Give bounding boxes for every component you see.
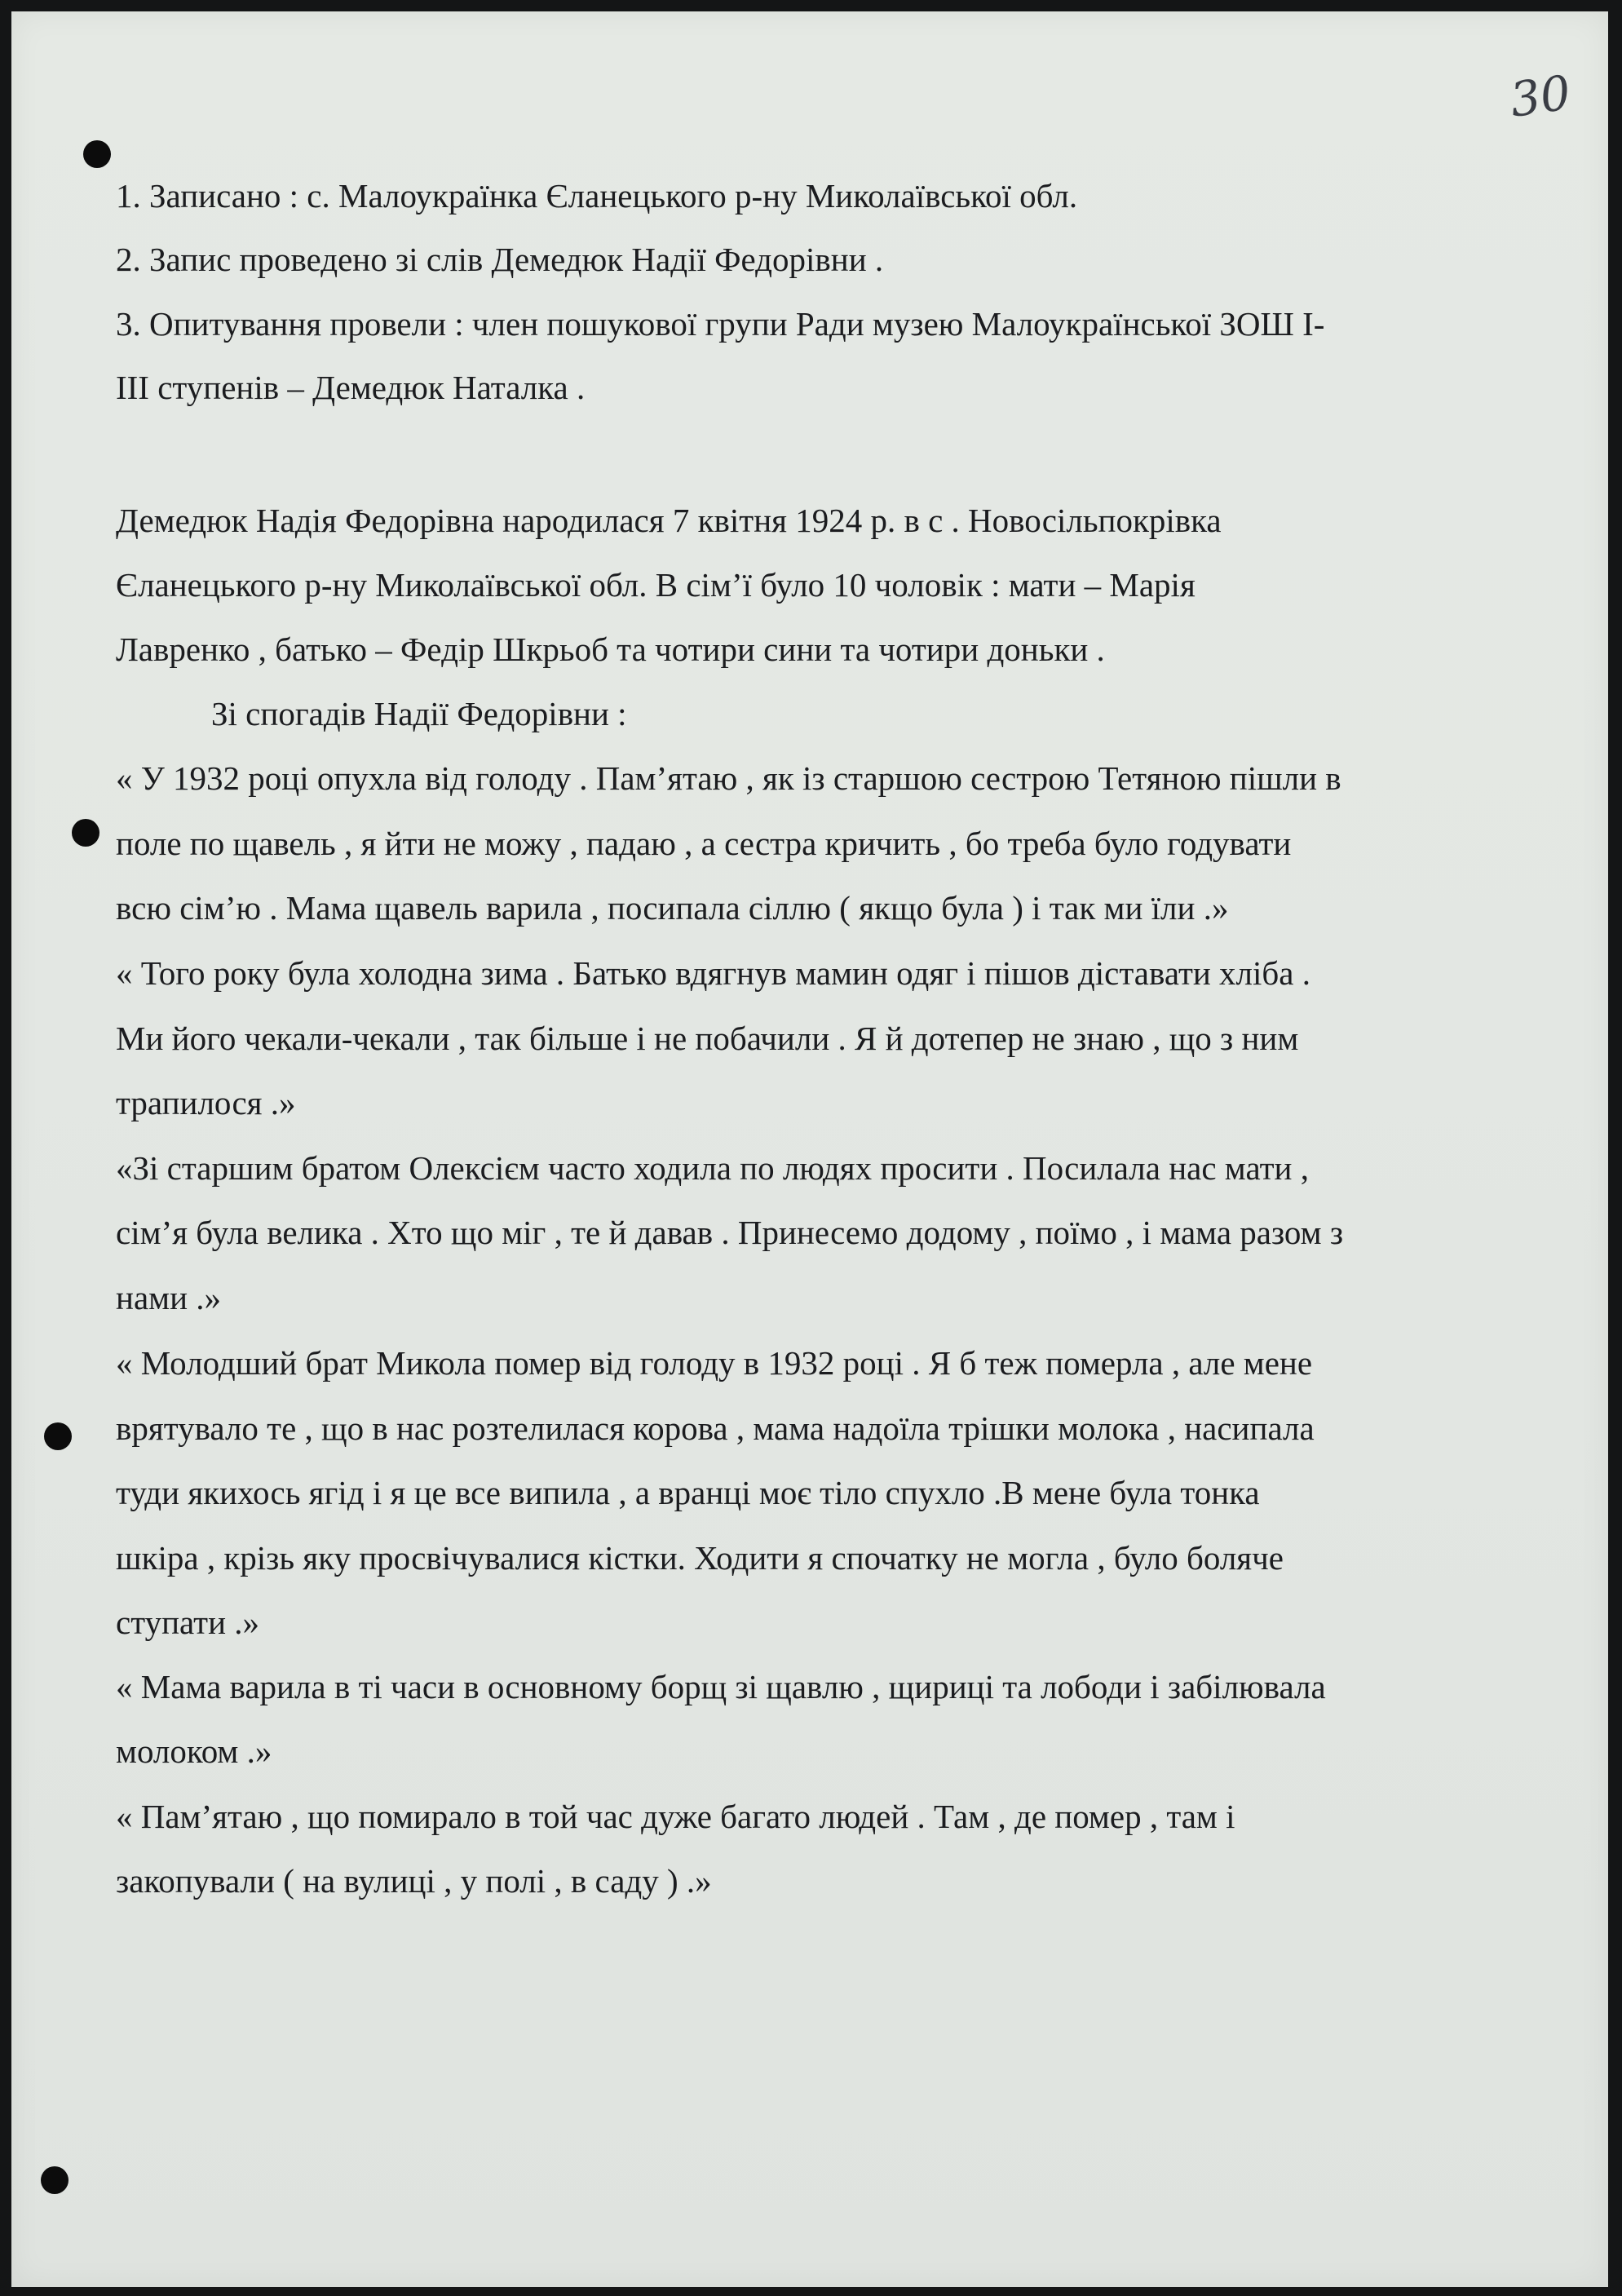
- record-line-interviewer-cont: ІІІ ступенів – Демедюк Наталка .: [116, 369, 586, 406]
- record-line-place: 1. Записано : с. Малоукраїнка Єланецького р-ну Миколаївської обл.: [116, 177, 1078, 215]
- bio-line-1: Демедюк Надія Федорівна народилася 7 квітня 1924 р. в с . Новосільпокрівка: [116, 502, 1222, 539]
- bio-line-3: Лавренко , батько – Федір Шкрьоб та чотири сини та чотири доньки .: [116, 630, 1105, 668]
- quote-4-line-1: « Молодший брат Микола помер від голоду в 1932 році . Я б теж померла , але мене: [116, 1344, 1313, 1382]
- handwritten-page-number: 30: [1506, 64, 1575, 128]
- quote-3-line-2: сім’я була велика . Хто що міг , те й давав . Принесемо додому , поїмо , і мама разом з: [116, 1214, 1344, 1251]
- quote-2-line-1: « Того року була холодна зима . Батько вдягнув мамин одяг і пішов діставати хліба .: [116, 954, 1310, 992]
- punch-hole-1: [83, 140, 111, 168]
- quote-4-line-3: туди якихось ягід і я це все випила , а вранці моє тіло спухло .В мене була тонка: [116, 1474, 1260, 1511]
- quote-2-line-2: Ми його чекали-чекали , так більше і не побачили . Я й дотепер не знаю , що з ним: [116, 1020, 1299, 1057]
- quote-4-line-4: шкіра , крізь яку просвічувалися кістки. Ходити я спочатку не могла , було боляче: [116, 1539, 1284, 1577]
- record-line-interviewer: 3. Опитування провели : член пошукової групи Ради музею Малоукраїнської ЗОШ І-: [116, 305, 1325, 343]
- quote-5-line-2: молоком .»: [116, 1732, 272, 1770]
- bio-line-2: Єланецького р-ну Миколаївської обл. В сім’ї було 10 чоловік : мати – Марія: [116, 566, 1196, 604]
- quote-4-line-5: ступати .»: [116, 1604, 260, 1641]
- quote-1-line-1: « У 1932 році опухла від голоду . Пам’ятаю , як із старшою сестрою Тетяною пішли в: [116, 759, 1341, 797]
- quote-6-line-2: закопували ( на вулиці , у полі , в саду ) .»: [116, 1862, 712, 1900]
- paper-sheet: [11, 11, 1608, 2287]
- quote-4-line-2: врятувало те , що в нас розтелилася корова , мама надоїла трішки молока , насипала: [116, 1409, 1315, 1447]
- punch-hole-2: [72, 819, 99, 847]
- quote-1-line-3: всю сім’ю . Мама щавель варила , посипала сіллю ( якщо була ) і так ми їли .»: [116, 889, 1229, 927]
- record-line-informant: 2. Запис проведено зі слів Демедюк Надії Федорівни .: [116, 241, 884, 278]
- punch-hole-4: [41, 2166, 69, 2194]
- quote-2-line-3: трапилося .»: [116, 1084, 296, 1121]
- quote-3-line-3: нами .»: [116, 1279, 222, 1316]
- memories-heading: Зі спогадів Надії Федорівни :: [211, 695, 627, 732]
- quote-5-line-1: « Мама варила в ті часи в основному борщ зі щавлю , щириці та лободи і забілювала: [116, 1668, 1326, 1705]
- punch-hole-3: [44, 1422, 72, 1450]
- quote-3-line-1: «Зі старшим братом Олексієм часто ходила по людях просити . Посилала нас мати ,: [116, 1149, 1309, 1187]
- quote-6-line-1: « Пам’ятаю , що помирало в той час дуже багато людей . Там , де помер , там і: [116, 1798, 1235, 1835]
- quote-1-line-2: поле по щавель , я йти не можу , падаю , а сестра кричить , бо треба було годувати: [116, 825, 1292, 862]
